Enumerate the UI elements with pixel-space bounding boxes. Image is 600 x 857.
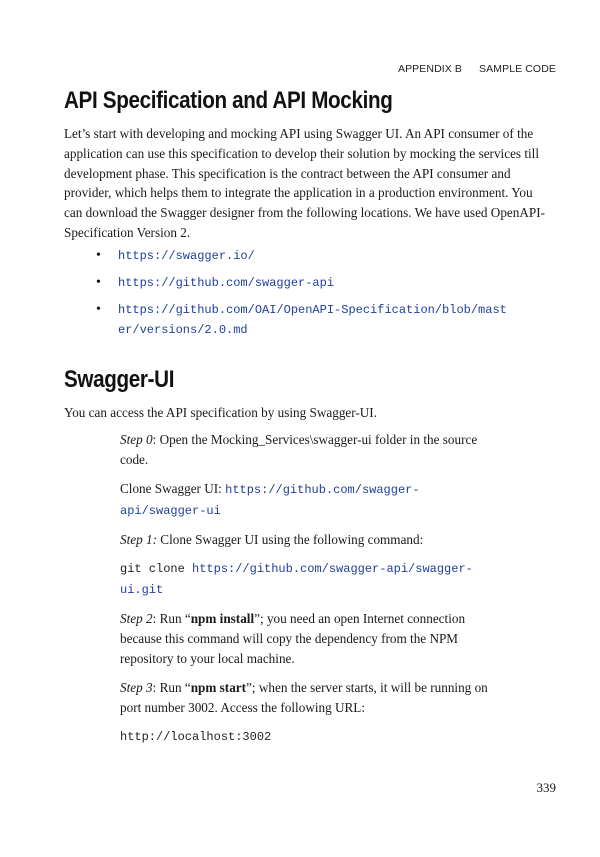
clone-line (120, 479, 500, 521)
link-swagger-io[interactable]: https://swagger.io/ (118, 249, 255, 263)
step-1 (120, 530, 500, 550)
npm-install-cmd: npm install (190, 611, 255, 627)
step-3 (120, 678, 500, 718)
step-3-pre: : Run “ (152, 679, 191, 695)
link-list (92, 246, 512, 347)
bullet-icon: • (96, 302, 101, 317)
npm-start-cmd: npm start (190, 679, 247, 695)
git-clone-url-link[interactable]: https://github.com/swagger-api/swagger-ui.git (120, 562, 473, 598)
list-item (92, 246, 512, 266)
step-2-label: Step 2 (120, 611, 153, 627)
link-openapi-spec[interactable]: https://github.com/OAI/OpenAPI-Specification/blob/master/versions/2.0.md (118, 303, 507, 337)
step-2-post: ”; you need an open Internet connection because this command will copy the dependency from the NPM repository to your local machine. (120, 611, 466, 666)
section-title-swagger-ui: Swagger-UI (64, 366, 175, 393)
clone-label: Clone Swagger UI: (120, 480, 226, 496)
git-clone-command (120, 558, 500, 600)
bullet-icon: • (96, 275, 101, 290)
steps-block (120, 430, 500, 756)
step-3-post: ”; when the server starts, it will be running on port number 3002. Access the following URL: (120, 679, 488, 715)
intro-paragraph: Let’s start with developing and mocking API using Swagger UI. An API consumer of the application can use this specification to develop their solution by mocking the services till development phase. This specification is the contract between the API consumer and provider, which helps them to integrate the application in a production environment. You can download the Swagger designer from the following locations. We have used OpenAPI-Specification Version 2. (64, 126, 546, 240)
step-0 (120, 430, 500, 470)
localhost-url[interactable]: http://localhost:3002 (120, 730, 272, 745)
section-title-api-specification: API Specification and API Mocking (64, 87, 393, 114)
step-2-pre: : Run “ (152, 611, 191, 627)
link-github-swagger-api[interactable]: https://github.com/swagger-api (118, 276, 335, 290)
git-clone-cmd: git clone (120, 562, 193, 577)
running-header (398, 63, 556, 75)
swagger-ui-intro: You can access the API specification by using Swagger-UI. (64, 405, 377, 420)
bullet-icon: • (96, 248, 101, 263)
list-item (92, 273, 512, 293)
clone-url-link[interactable]: https://github.com/swagger-api/swagger-ui (120, 482, 420, 518)
step-1-label: Step 1: (120, 531, 157, 547)
step-3-label: Step 3 (120, 679, 153, 695)
header-section: SAMPLE CODE (479, 63, 556, 75)
step-0-text: : Open the Mocking_Services\swagger-ui folder in the source code. (120, 432, 478, 467)
localhost-url-line (120, 726, 500, 747)
list-item (92, 300, 512, 340)
step-2 (120, 609, 500, 668)
step-0-label: Step 0 (120, 432, 153, 447)
step-1-text: Clone Swagger UI using the following command: (157, 531, 424, 547)
page-number: 339 (536, 780, 556, 795)
header-appendix: APPENDIX B (397, 63, 462, 75)
